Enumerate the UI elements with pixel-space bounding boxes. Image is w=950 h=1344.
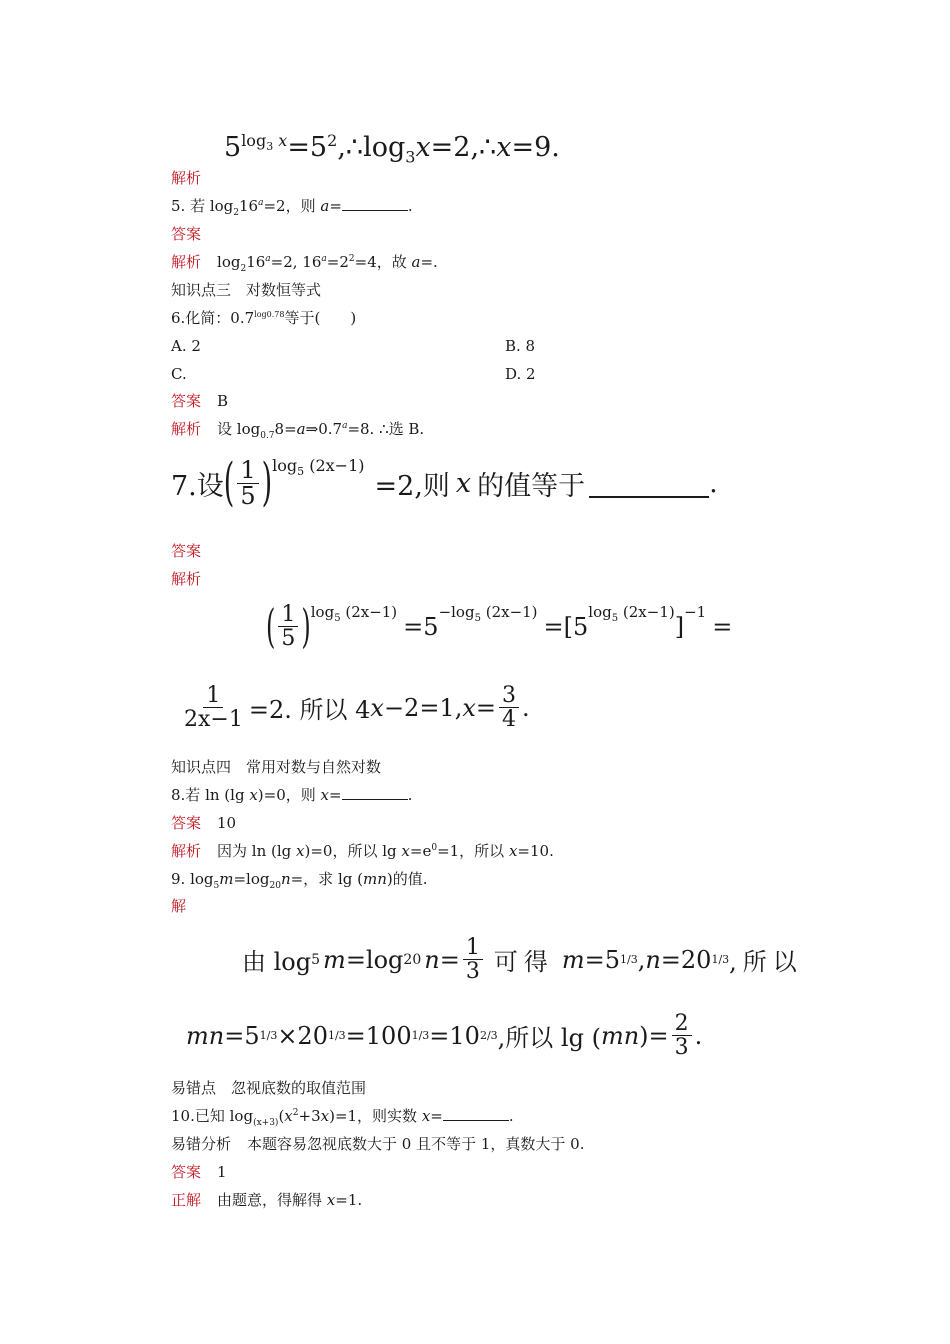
option-c: C. — [171, 365, 187, 383]
q6-analysis: 解析 设 $\log_{0.7}8=a\Rightarrow 0.7^a=8$. ∴选 B. — [171, 420, 425, 441]
answer-label: 答案 — [171, 542, 202, 560]
q9-solution-line2: mn =5 1/3 ×20 1/3 =100 1/3 =10 2/3 ,所以 lg ( mn )= $\frac{2}{3}$ . — [186, 1011, 703, 1061]
question-6: 6.化简：$0.7^{log0.78}$等于( ) — [171, 309, 357, 327]
q7-solution-line2: $\frac{1}{2x-1}$ =2. 所以 4 x −2=1, x = $\frac{3}{4}$ . — [184, 683, 530, 733]
question-10: 10.已知 $\log_{(x+3)}(x^2+3x)=1$，则实数 x= . — [171, 1107, 514, 1128]
q8-analysis: 解析 因为 ln (lg x)=0，所以 $\lg x=e^0=1$，所以 x=10. — [171, 842, 554, 860]
q10-solution: 正解 由题意，得解得 x=1. — [171, 1191, 363, 1209]
answer-blank[interactable] — [342, 786, 408, 800]
q10-answer: 答案 1 — [171, 1163, 227, 1181]
q10-error-analysis: 易错分析 本题容易忽视底数大于 0 且不等于 1，真数大于 0. — [171, 1135, 585, 1153]
answer-blank[interactable] — [589, 470, 709, 498]
question-8: 8.若 ln (lg x)=0，则 x= . — [171, 786, 413, 804]
question-9: 9. $\log_5m=\log_{20}n=$，求 lg (mn)的值. — [171, 870, 428, 891]
answer-label: 答案 — [171, 225, 202, 243]
analysis-label: 解析 — [171, 570, 202, 588]
solution-label: 解 — [171, 897, 187, 915]
section-title: 易错点 忽视底数的取值范围 — [171, 1079, 367, 1097]
option-d: D. 2 — [505, 365, 536, 383]
question-7: 7.设 ( $\frac{1}{5}$ ) $\log_5 (2x-1)$ =2,则 x 的值等于 . — [171, 454, 718, 514]
section-title: 知识点四 常用对数与自然对数 — [171, 758, 382, 776]
analysis-label: 解析 — [171, 169, 202, 187]
q7-solution-line1: ( $\frac{1}{5}$ ) $\log_5 (2x-1)$ =5 $-\log_5$ (2x−1) =[5 $\log_5 (2x-1)$ ] −1 = — [266, 599, 733, 654]
q8-answer: 答案 10 — [171, 814, 237, 832]
top-formula: $5^{log_3 x}=5^2,\therefore\log_3x=2,\therefore x=9$. — [224, 131, 560, 167]
section-title: 知识点三 对数恒等式 — [171, 281, 322, 299]
option-a: A. 2 — [171, 337, 201, 355]
q6-answer: 答案 B — [171, 392, 229, 410]
answer-blank[interactable] — [342, 197, 408, 211]
q9-solution-line1: 由 log 5 m =log 20 n = $\frac{1}{3}$ 可得 m =5 1/3 , n =20 1/3 ,所以 — [242, 935, 803, 985]
q5-analysis: 解析 $\log_216^a=2$, $16^a=2^2=4$，故 a=. — [171, 253, 438, 274]
option-b: B. 8 — [505, 337, 536, 355]
question-5: 5. 若 $\log_216^a=2$，则 a= . — [171, 197, 413, 218]
answer-blank[interactable] — [443, 1107, 509, 1121]
